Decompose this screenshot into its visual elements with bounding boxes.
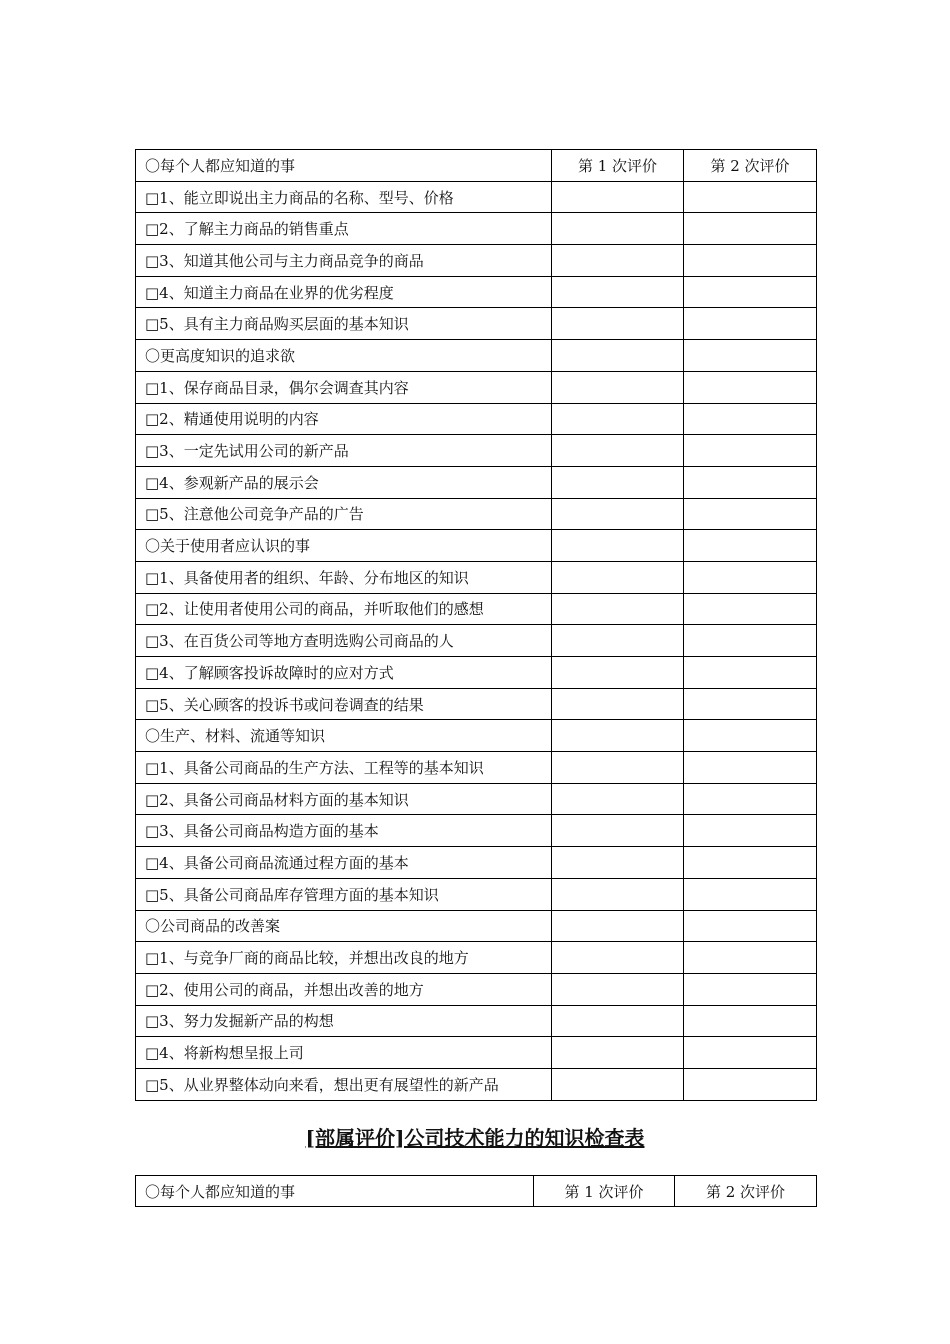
eval-1-cell[interactable] bbox=[552, 530, 684, 562]
row-item-text: □2、具备公司商品材料方面的基本知识 bbox=[136, 783, 552, 815]
eval-2-cell[interactable] bbox=[684, 942, 817, 974]
row-item-text: □4、了解顾客投诉故障时的应对方式 bbox=[136, 657, 552, 689]
eval-1-cell[interactable] bbox=[552, 1005, 684, 1037]
eval-2-cell[interactable] bbox=[684, 498, 817, 530]
eval-2-cell[interactable] bbox=[684, 625, 817, 657]
eval-2-cell[interactable] bbox=[684, 1068, 817, 1100]
eval-2-cell[interactable] bbox=[684, 245, 817, 277]
row-item-text: □1、保存商品目录，偶尔会调查其内容 bbox=[136, 371, 552, 403]
header-item: 〇每个人都应知道的事 bbox=[136, 1176, 534, 1207]
eval-2-cell[interactable] bbox=[684, 878, 817, 910]
eval-1-cell[interactable] bbox=[552, 498, 684, 530]
eval-2-cell[interactable] bbox=[684, 593, 817, 625]
eval-1-cell[interactable] bbox=[552, 245, 684, 277]
table-row bbox=[136, 688, 817, 720]
table-row bbox=[136, 625, 817, 657]
eval-1-cell[interactable] bbox=[552, 403, 684, 435]
table-row bbox=[136, 783, 817, 815]
row-item-text: □4、参观新产品的展示会 bbox=[136, 466, 552, 498]
row-item-text: □3、努力发掘新产品的构想 bbox=[136, 1005, 552, 1037]
table-row bbox=[136, 530, 817, 562]
table-row bbox=[136, 973, 817, 1005]
eval-1-cell[interactable] bbox=[552, 466, 684, 498]
table-header-row bbox=[136, 1176, 817, 1207]
row-item-text: □1、具备公司商品的生产方法、工程等的基本知识 bbox=[136, 752, 552, 784]
knowledge-checklist-table-2 bbox=[135, 1175, 817, 1207]
section-title: [部属评价]公司技术能力的知识检查表 bbox=[305, 1126, 645, 1150]
eval-2-cell[interactable] bbox=[684, 720, 817, 752]
row-item-text: □1、具备使用者的组织、年龄、分布地区的知识 bbox=[136, 561, 552, 593]
eval-1-cell[interactable] bbox=[552, 783, 684, 815]
eval-1-cell[interactable] bbox=[552, 340, 684, 372]
header-eval-1: 第 1 次评价 bbox=[552, 150, 684, 182]
header-eval-2: 第 2 次评价 bbox=[684, 150, 817, 182]
eval-2-cell[interactable] bbox=[684, 340, 817, 372]
eval-1-cell[interactable] bbox=[552, 213, 684, 245]
eval-2-cell[interactable] bbox=[684, 403, 817, 435]
eval-2-cell[interactable] bbox=[684, 783, 817, 815]
eval-2-cell[interactable] bbox=[684, 657, 817, 689]
row-item-text: □2、使用公司的商品，并想出改善的地方 bbox=[136, 973, 552, 1005]
table-row bbox=[136, 910, 817, 942]
eval-2-cell[interactable] bbox=[684, 530, 817, 562]
eval-1-cell[interactable] bbox=[552, 910, 684, 942]
row-item-text: □4、具备公司商品流通过程方面的基本 bbox=[136, 847, 552, 879]
table-row bbox=[136, 435, 817, 467]
row-item-text: □3、知道其他公司与主力商品竞争的商品 bbox=[136, 245, 552, 277]
row-item-text: □4、知道主力商品在业界的优劣程度 bbox=[136, 276, 552, 308]
eval-1-cell[interactable] bbox=[552, 276, 684, 308]
eval-2-cell[interactable] bbox=[684, 910, 817, 942]
eval-2-cell[interactable] bbox=[684, 213, 817, 245]
table-row bbox=[136, 561, 817, 593]
row-item-text: 〇更高度知识的追求欲 bbox=[136, 340, 552, 372]
row-item-text: □3、在百货公司等地方查明选购公司商品的人 bbox=[136, 625, 552, 657]
header-eval-1: 第 1 次评价 bbox=[534, 1176, 675, 1207]
table-row bbox=[136, 340, 817, 372]
eval-1-cell[interactable] bbox=[552, 973, 684, 1005]
table-row bbox=[136, 593, 817, 625]
eval-1-cell[interactable] bbox=[552, 593, 684, 625]
eval-2-cell[interactable] bbox=[684, 752, 817, 784]
table-row bbox=[136, 245, 817, 277]
eval-2-cell[interactable] bbox=[684, 1005, 817, 1037]
table-row bbox=[136, 498, 817, 530]
table-row bbox=[136, 1005, 817, 1037]
row-item-text: 〇公司商品的改善案 bbox=[136, 910, 552, 942]
eval-2-cell[interactable] bbox=[684, 688, 817, 720]
row-item-text: □2、精通使用说明的内容 bbox=[136, 403, 552, 435]
eval-1-cell[interactable] bbox=[552, 1068, 684, 1100]
eval-2-cell[interactable] bbox=[684, 371, 817, 403]
row-item-text: □2、了解主力商品的销售重点 bbox=[136, 213, 552, 245]
eval-2-cell[interactable] bbox=[684, 181, 817, 213]
table-row bbox=[136, 213, 817, 245]
table-row bbox=[136, 1037, 817, 1069]
table-row bbox=[136, 720, 817, 752]
eval-1-cell[interactable] bbox=[552, 625, 684, 657]
eval-2-cell[interactable] bbox=[684, 1037, 817, 1069]
row-item-text: □1、与竞争厂商的商品比较，并想出改良的地方 bbox=[136, 942, 552, 974]
row-item-text: □3、具备公司商品构造方面的基本 bbox=[136, 815, 552, 847]
table-header-row bbox=[136, 150, 817, 182]
eval-1-cell[interactable] bbox=[552, 657, 684, 689]
eval-1-cell[interactable] bbox=[552, 561, 684, 593]
row-item-text: □2、让使用者使用公司的商品，并听取他们的感想 bbox=[136, 593, 552, 625]
eval-2-cell[interactable] bbox=[684, 973, 817, 1005]
eval-2-cell[interactable] bbox=[684, 815, 817, 847]
eval-1-cell[interactable] bbox=[552, 752, 684, 784]
table-row bbox=[136, 403, 817, 435]
row-item-text: □5、关心顾客的投诉书或问卷调查的结果 bbox=[136, 688, 552, 720]
table-row bbox=[136, 1068, 817, 1100]
eval-1-cell[interactable] bbox=[552, 1037, 684, 1069]
eval-1-cell[interactable] bbox=[552, 688, 684, 720]
row-item-text: □5、从业界整体动向来看，想出更有展望性的新产品 bbox=[136, 1068, 552, 1100]
table-row bbox=[136, 847, 817, 879]
table-row bbox=[136, 371, 817, 403]
row-item-text: □5、具有主力商品购买层面的基本知识 bbox=[136, 308, 552, 340]
eval-1-cell[interactable] bbox=[552, 942, 684, 974]
table-row bbox=[136, 466, 817, 498]
eval-2-cell[interactable] bbox=[684, 466, 817, 498]
eval-2-cell[interactable] bbox=[684, 561, 817, 593]
table-row bbox=[136, 752, 817, 784]
eval-1-cell[interactable] bbox=[552, 815, 684, 847]
table-row bbox=[136, 942, 817, 974]
knowledge-checklist-table-1 bbox=[135, 149, 817, 1101]
row-item-text: □4、将新构想呈报上司 bbox=[136, 1037, 552, 1069]
table-row bbox=[136, 815, 817, 847]
table-row bbox=[136, 657, 817, 689]
eval-1-cell[interactable] bbox=[552, 308, 684, 340]
table-row bbox=[136, 181, 817, 213]
eval-1-cell[interactable] bbox=[552, 435, 684, 467]
eval-2-cell[interactable] bbox=[684, 308, 817, 340]
eval-1-cell[interactable] bbox=[552, 720, 684, 752]
row-item-text: □3、一定先试用公司的新产品 bbox=[136, 435, 552, 467]
eval-2-cell[interactable] bbox=[684, 276, 817, 308]
row-item-text: □5、具备公司商品库存管理方面的基本知识 bbox=[136, 878, 552, 910]
eval-2-cell[interactable] bbox=[684, 435, 817, 467]
table-row bbox=[136, 308, 817, 340]
table-row bbox=[136, 276, 817, 308]
row-item-text: 〇关于使用者应认识的事 bbox=[136, 530, 552, 562]
table-row bbox=[136, 878, 817, 910]
eval-1-cell[interactable] bbox=[552, 181, 684, 213]
row-item-text: 〇生产、材料、流通等知识 bbox=[136, 720, 552, 752]
row-item-text: □1、能立即说出主力商品的名称、型号、价格 bbox=[136, 181, 552, 213]
eval-2-cell[interactable] bbox=[684, 847, 817, 879]
eval-1-cell[interactable] bbox=[552, 878, 684, 910]
header-eval-2: 第 2 次评价 bbox=[675, 1176, 817, 1207]
eval-1-cell[interactable] bbox=[552, 847, 684, 879]
eval-1-cell[interactable] bbox=[552, 371, 684, 403]
header-item: 〇每个人都应知道的事 bbox=[136, 150, 552, 182]
row-item-text: □5、注意他公司竞争产品的广告 bbox=[136, 498, 552, 530]
